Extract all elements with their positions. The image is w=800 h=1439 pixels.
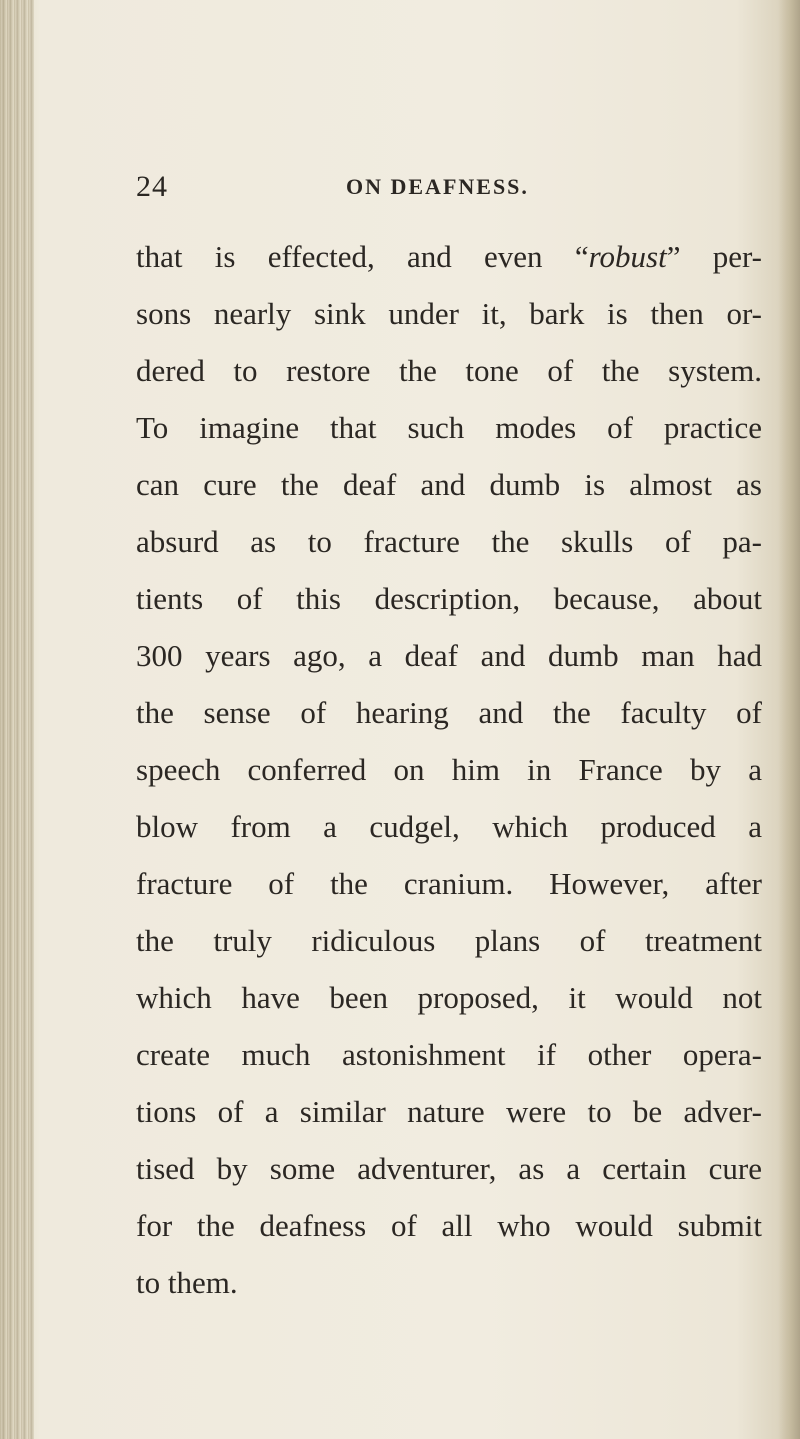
text-line: can cure the deaf and dumb is almost as <box>136 467 762 502</box>
page-number: 24 <box>136 170 168 203</box>
text-line: which have been proposed, it would not <box>136 980 762 1015</box>
page-right-edge <box>778 0 800 1439</box>
text-line: sons nearly sink under it, bark is then or- <box>136 296 762 331</box>
text-line: dered to restore the tone of the system. <box>136 353 762 388</box>
text-line: create much astonishment if other opera- <box>136 1037 762 1072</box>
italic-word: robust <box>588 239 667 274</box>
running-head <box>136 170 566 204</box>
text-line: tions of a similar nature were to be adver- <box>136 1094 762 1129</box>
text-line: the sense of hearing and the faculty of <box>136 695 762 730</box>
text-line: To imagine that such modes of practice <box>136 410 762 445</box>
running-title: ON DEAFNESS. <box>346 174 529 199</box>
text-line: speech conferred on him in France by a <box>136 752 762 787</box>
text-line-segment: ” per- <box>666 239 763 274</box>
text-line: tients of this description, because, about <box>136 581 762 616</box>
text-line-last: to them. <box>136 1265 238 1300</box>
body-text <box>136 228 762 1311</box>
text-line: tised by some adventurer, as a certain cure <box>136 1151 762 1186</box>
text-line: absurd as to fracture the skulls of pa- <box>136 524 762 559</box>
text-line: blow from a cudgel, which produced a <box>136 809 762 844</box>
text-line: fracture of the cranium. However, after <box>136 866 762 901</box>
text-line: the truly ridiculous plans of treatment <box>136 923 762 958</box>
text-line-segment: that is effected, and even “ <box>136 239 589 274</box>
text-line: 300 years ago, a deaf and dumb man had <box>136 638 762 673</box>
text-line <box>136 228 762 285</box>
page-binding-edge <box>0 0 34 1439</box>
text-line: for the deafness of all who would submit <box>136 1208 762 1243</box>
